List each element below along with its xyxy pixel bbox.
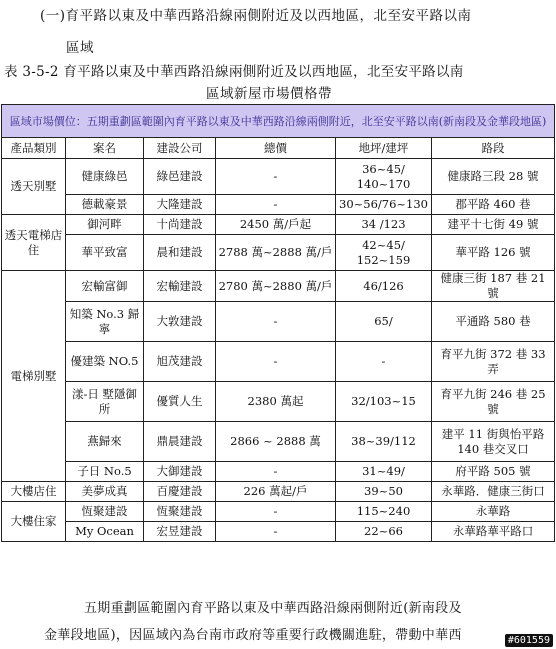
section-title-line1: (一)育平路以東及中華西路沿線兩側附近及以西地區，北至安平路以南 — [40, 8, 472, 24]
road-section: 健康路三段 28 號 — [432, 159, 555, 195]
category-cell: 大樓店住 — [2, 482, 66, 502]
category-cell: 透天別墅 — [2, 159, 66, 215]
category-cell: 大樓住家 — [2, 502, 66, 542]
header-area: 地坪/建坪 — [336, 138, 432, 159]
table-header-row — [2, 138, 555, 159]
section-title-line2: 區域 — [66, 40, 94, 56]
total-price: - — [216, 462, 336, 482]
header-name: 案名 — [66, 138, 144, 159]
land-building-area: - — [336, 342, 432, 382]
builder-name: 優質人生 — [144, 382, 216, 422]
project-name: 御河畔 — [66, 215, 144, 235]
project-name: 恆聚建設 — [66, 502, 144, 522]
project-name: 燕歸來 — [66, 422, 144, 462]
land-building-area: 39~50 — [336, 482, 432, 502]
road-section: 永華路 — [432, 502, 555, 522]
total-price: - — [216, 342, 336, 382]
table-row — [2, 462, 555, 482]
table-row — [2, 502, 555, 522]
total-price: 226 萬起/戶 — [216, 482, 336, 502]
market-price-table — [1, 104, 555, 542]
total-price: - — [216, 502, 336, 522]
total-price: 2866 ~ 2888 萬 — [216, 422, 336, 462]
road-section: 永華路華平路口 — [432, 522, 555, 542]
road-section: 平通路 580 巷 — [432, 302, 555, 342]
table-row — [2, 159, 555, 195]
table-row — [2, 342, 555, 382]
land-building-area: 31~49/ — [336, 462, 432, 482]
project-name: 知築 No.3 歸寧 — [66, 302, 144, 342]
road-section: 郡平路 460 巷 — [432, 195, 555, 215]
table-banner: 區域市場價位：五期重劃區範圍內育平路以東及中華西路沿線兩側附近，北至安平路以南(新南段及金華段地區) — [2, 105, 555, 138]
builder-name: 宏輸建設 — [144, 271, 216, 302]
road-section: 育平九街 246 巷 25 號 — [432, 382, 555, 422]
total-price: - — [216, 522, 336, 542]
road-section: 華平路 126 號 — [432, 235, 555, 271]
road-section: 府平路 505 號 — [432, 462, 555, 482]
header-road: 路段 — [432, 138, 555, 159]
project-name: 德載豪景 — [66, 195, 144, 215]
land-building-area: 42~45/ 152~159 — [336, 235, 432, 271]
category-cell: 透天電梯店住 — [2, 215, 66, 271]
road-section: 建平 11 街與怡平路 140 巷交叉口 — [432, 422, 555, 462]
land-building-area: 22~66 — [336, 522, 432, 542]
builder-name: 十尚建設 — [144, 215, 216, 235]
project-name: My Ocean — [66, 522, 144, 542]
body-paragraph-line1: 五期重劃區範圍內育平路以東及中華西路沿線兩側附近(新南段及 — [84, 601, 462, 616]
total-price: - — [216, 302, 336, 342]
project-name: 宏輸富御 — [66, 271, 144, 302]
table-caption-line1: 表 3-5-2 育平路以東及中華西路沿線兩側附近及以西地區，北至安平路以南 — [4, 64, 464, 80]
table-row — [2, 382, 555, 422]
builder-name: 恆聚建設 — [144, 502, 216, 522]
total-price: 2780 萬~2880 萬/戶 — [216, 271, 336, 302]
table-row — [2, 195, 555, 215]
builder-name: 晨和建設 — [144, 235, 216, 271]
land-building-area: 115~240 — [336, 502, 432, 522]
project-name: 漾-日 墅隱御所 — [66, 382, 144, 422]
builder-name: 大御建設 — [144, 462, 216, 482]
road-section: 建平十七街 49 號 — [432, 215, 555, 235]
table-row — [2, 302, 555, 342]
road-section: 永華路．健康三街口 — [432, 482, 555, 502]
builder-name: 大隆建設 — [144, 195, 216, 215]
table-row — [2, 235, 555, 271]
builder-name: 旭茂建設 — [144, 342, 216, 382]
builder-name: 宏昱建設 — [144, 522, 216, 542]
total-price: - — [216, 159, 336, 195]
table-row — [2, 422, 555, 462]
land-building-area: 32/103~15 — [336, 382, 432, 422]
land-building-area: 34 /123 — [336, 215, 432, 235]
land-building-area: 30~56/76~130 — [336, 195, 432, 215]
category-cell: 電梯別墅 — [2, 271, 66, 482]
table-row — [2, 522, 555, 542]
road-section: 育平九街 372 巷 33 弄 — [432, 342, 555, 382]
project-name: 優建築 NO.5 — [66, 342, 144, 382]
project-name: 華平致富 — [66, 235, 144, 271]
table-caption-line2: 區域新屋市場價格帶 — [206, 86, 332, 102]
total-price: - — [216, 195, 336, 215]
table-row — [2, 215, 555, 235]
land-building-area: 36~45/ 140~170 — [336, 159, 432, 195]
builder-name: 大敦建設 — [144, 302, 216, 342]
builder-name: 鼎晨建設 — [144, 422, 216, 462]
land-building-area: 38~39/112 — [336, 422, 432, 462]
header-category: 產品類別 — [2, 138, 66, 159]
header-builder: 建設公司 — [144, 138, 216, 159]
table-row — [2, 271, 555, 302]
project-name: 美夢成真 — [66, 482, 144, 502]
builder-name: 綠邑建設 — [144, 159, 216, 195]
table-row — [2, 482, 555, 502]
road-section: 健康三街 187 巷 21 號 — [432, 271, 555, 302]
body-paragraph-line2: 金華段地區)，因區域內為台南市政府等重要行政機關進駐，帶動中華西 — [44, 628, 462, 643]
header-price: 總價 — [216, 138, 336, 159]
project-name: 子日 No.5 — [66, 462, 144, 482]
total-price: 2788 萬~2888 萬/戶 — [216, 235, 336, 271]
total-price: 2450 萬/戶起 — [216, 215, 336, 235]
project-name: 健康綠邑 — [66, 159, 144, 195]
builder-name: 百慶建設 — [144, 482, 216, 502]
total-price: 2380 萬起 — [216, 382, 336, 422]
land-building-area: 65/ — [336, 302, 432, 342]
document-id-stamp: #601559 — [505, 634, 553, 647]
land-building-area: 46/126 — [336, 271, 432, 302]
